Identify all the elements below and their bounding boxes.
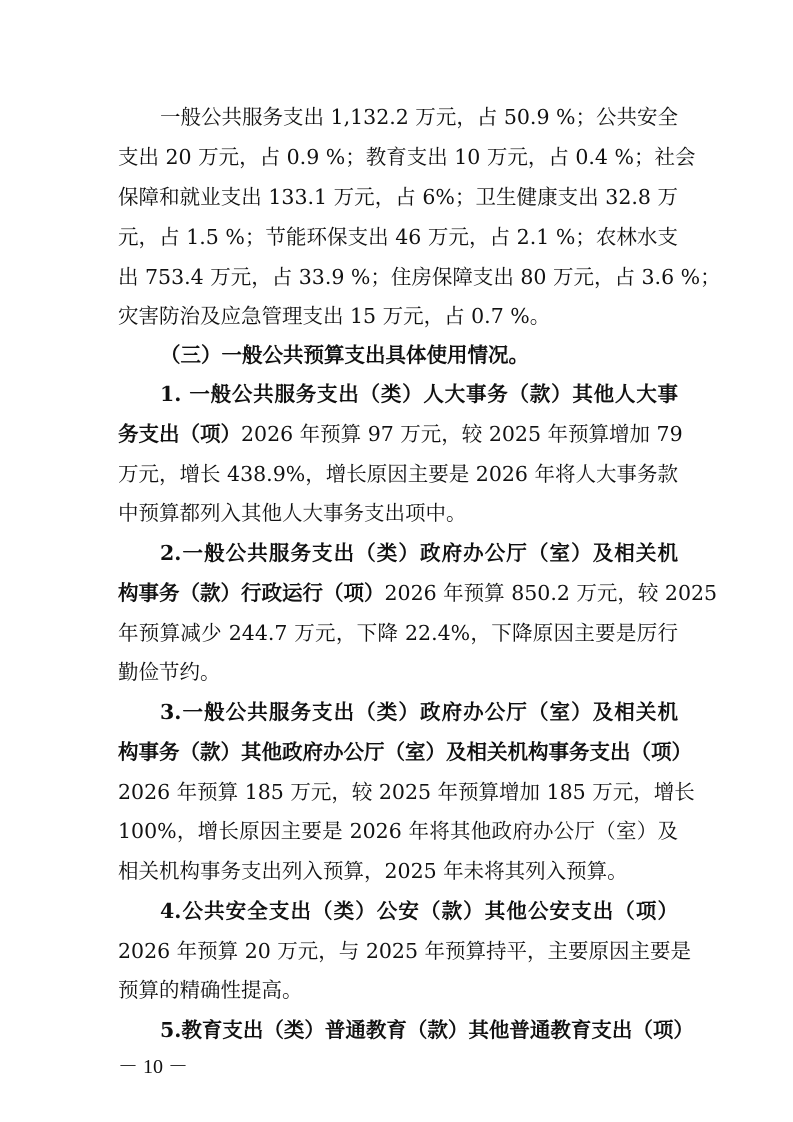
item3-line-3: 2026 年预算 185 万元，较 2025 年预算增加 185 万元，增长 bbox=[118, 780, 695, 804]
item1-line-2 bbox=[118, 414, 683, 454]
page-number: － 10 － bbox=[118, 1056, 188, 1078]
item2-heading-line-1: 2.一般公共服务支出（类）政府办公厅（室）及相关机 bbox=[160, 541, 678, 565]
summary-line-6: 灾害防治及应急管理支出 15 万元，占 0.7 %。 bbox=[118, 304, 551, 328]
item3-line-5: 相关机构事务支出列入预算，2025 年未将其列入预算。 bbox=[118, 859, 628, 883]
item4-line-3: 预算的精确性提高。 bbox=[118, 978, 303, 1002]
item1-line-4: 中预算都列入其他人大事务支出项中。 bbox=[118, 501, 467, 525]
summary-line-5: 出 753.4 万元，占 33.9 %；住房保障支出 80 万元，占 3.6 %； bbox=[118, 265, 721, 289]
summary-line-1: 一般公共服务支出 1,132.2 万元，占 50.9 %；公共安全 bbox=[160, 105, 678, 129]
item2-line-2 bbox=[118, 573, 718, 613]
section-heading: （三）一般公共预算支出具体使用情况。 bbox=[160, 343, 529, 367]
item3-heading-line-1: 3.一般公共服务支出（类）政府办公厅（室）及相关机 bbox=[160, 700, 678, 724]
item1-heading-tail: 务支出（项） bbox=[118, 422, 241, 446]
summary-line-4: 元，占 1.5 %；节能环保支出 46 万元，占 2.1 %；农林水支 bbox=[118, 225, 678, 249]
item2-line-4: 勤俭节约。 bbox=[118, 660, 221, 684]
item4-heading-line-1: 4.公共安全支出（类）公安（款）其他公安支出（项） bbox=[160, 899, 678, 923]
item3-line-4: 100%，增长原因主要是 2026 年将其他政府办公厅（室）及 bbox=[118, 819, 678, 843]
item2-heading-tail: 构事务（款）行政运行（项） bbox=[118, 581, 385, 605]
item1-heading-line-1: 1. 一般公共服务支出（类）人大事务（款）其他人大事 bbox=[160, 382, 678, 406]
summary-line-2: 支出 20 万元，占 0.9 %；教育支出 10 万元，占 0.4 %；社会 bbox=[118, 145, 696, 169]
item1-line-2-text: 2026 年预算 97 万元，较 2025 年预算增加 79 bbox=[241, 422, 683, 446]
item3-heading-line-2: 构事务（款）其他政府办公厅（室）及相关机构事务支出（项） bbox=[118, 740, 692, 764]
item2-line-3: 年预算减少 244.7 万元，下降 22.4%，下降原因主要是厉行 bbox=[118, 621, 678, 645]
summary-line-3: 保障和就业支出 133.1 万元，占 6%；卫生健康支出 32.8 万 bbox=[118, 185, 678, 209]
item1-line-3: 万元，增长 438.9%，增长原因主要是 2026 年将人大事务款 bbox=[118, 462, 678, 486]
item2-line-2-text: 2026 年预算 850.2 万元，较 2025 bbox=[384, 581, 718, 605]
item4-line-2: 2026 年预算 20 万元，与 2025 年预算持平，主要原因主要是 bbox=[118, 939, 692, 963]
item5-heading-line-1: 5.教育支出（类）普通教育（款）其他普通教育支出（项） bbox=[160, 1018, 694, 1042]
